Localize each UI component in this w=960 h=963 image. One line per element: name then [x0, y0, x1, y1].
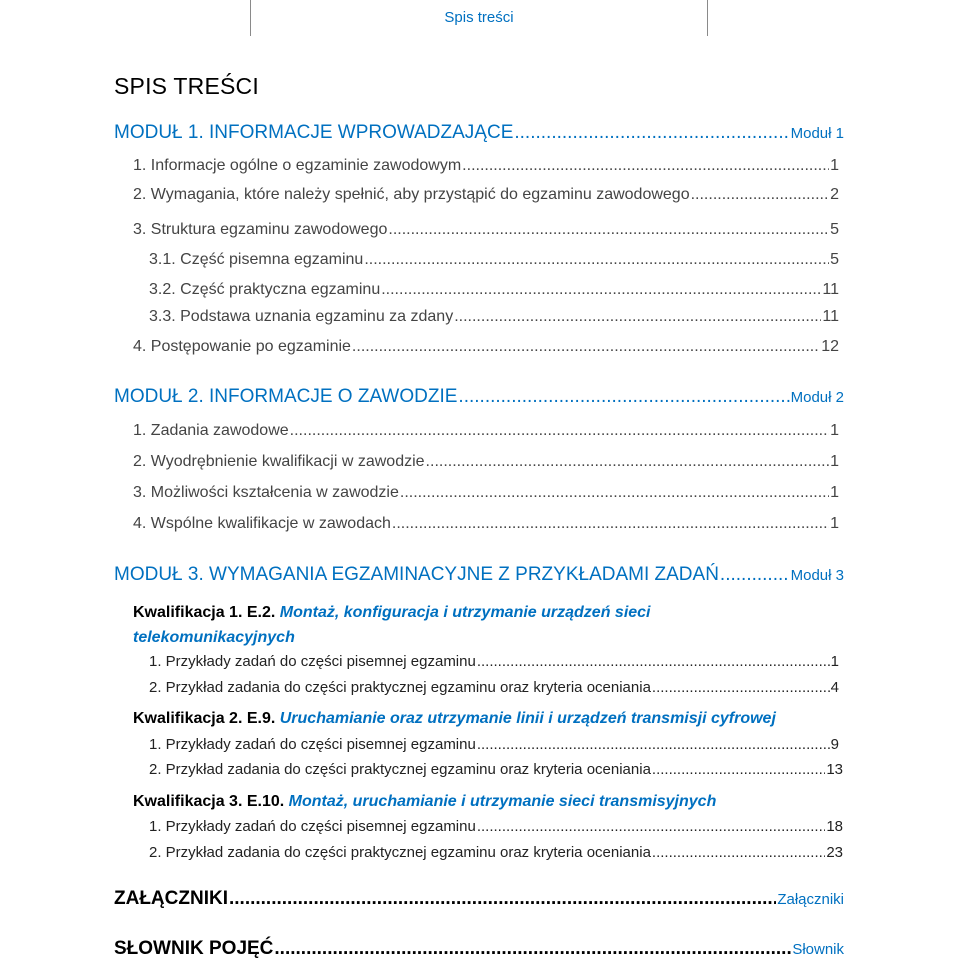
toc-entry-page: 5 — [830, 251, 839, 268]
toc-attachments[interactable] — [114, 888, 844, 910]
toc-page-ref: Moduł 1 — [790, 125, 844, 142]
toc-leader-dots — [458, 386, 789, 408]
qualification-3-heading — [133, 789, 853, 814]
toc-entry-page: 1 — [830, 515, 839, 532]
qualification-label: Kwalifikacja 2. E.9. — [133, 710, 276, 727]
qualification-label: Kwalifikacja 1. E.2. — [133, 604, 276, 621]
toc-page-ref: Słownik — [792, 941, 844, 958]
toc-entry[interactable] — [133, 221, 839, 239]
toc-entry-text: 2. Przykład zadania do części praktycznej egzaminu oraz kryteria oceniania — [149, 761, 651, 778]
qualification-title: Montaż, konfiguracja i utrzymanie urządzeń sieci — [279, 604, 651, 621]
qualification-label: Kwalifikacja 3. E.10. — [133, 793, 285, 810]
toc-leader-dots — [426, 453, 830, 471]
toc-entry-text: 1. Zadania zawodowe — [133, 422, 289, 439]
toc-entry-text: 1. Przykłady zadań do części pisemnej egzaminu — [149, 653, 476, 670]
toc-leader-dots — [462, 157, 829, 175]
toc-entry-page: 23 — [826, 844, 843, 861]
toc-entry[interactable] — [133, 484, 839, 502]
toc-leader-dots — [364, 251, 829, 269]
toc-entry-text: 3. Struktura egzaminu zawodowego — [133, 221, 388, 238]
toc-leader-dots — [652, 761, 825, 778]
toc-entry[interactable] — [133, 338, 839, 356]
toc-entry-text: 1. Przykłady zadań do części pisemnej egzaminu — [149, 736, 476, 753]
toc-leader-dots — [274, 938, 791, 960]
toc-module-title: MODUŁ 2. INFORMACJE O ZAWODZIE — [114, 386, 458, 407]
toc-entry-text: 1. Przykłady zadań do części pisemnej egzaminu — [149, 818, 476, 835]
toc-entry[interactable] — [149, 736, 839, 753]
toc-entry[interactable] — [149, 251, 839, 269]
toc-page-ref: Moduł 3 — [790, 567, 844, 584]
toc-entry-text: 3.1. Część pisemna egzaminu — [149, 251, 364, 268]
toc-entry[interactable] — [149, 281, 839, 299]
qualification-title-cont: telekomunikacyjnych — [133, 629, 295, 646]
toc-leader-dots — [477, 818, 825, 835]
toc-entry-page: 11 — [822, 308, 839, 325]
toc-entry-page: 1 — [830, 484, 839, 501]
toc-leader-dots — [388, 221, 829, 239]
toc-entry[interactable] — [149, 818, 843, 835]
toc-entry-page: 2 — [830, 186, 839, 203]
toc-entry[interactable] — [149, 761, 843, 778]
toc-entry-text: 2. Wyodrębnienie kwalifikacji w zawodzie — [133, 453, 425, 470]
toc-entry-text: 3.3. Podstawa uznania egzaminu za zdany — [149, 308, 454, 325]
toc-leader-dots — [229, 888, 776, 910]
toc-entry[interactable] — [149, 679, 839, 696]
toc-leader-dots — [381, 281, 821, 299]
toc-entry-page: 4 — [830, 679, 839, 696]
toc-leader-dots — [720, 564, 790, 586]
toc-entry-page: 9 — [830, 736, 839, 753]
running-header-title: Spis treści — [444, 9, 514, 26]
toc-entry-text: 2. Przykład zadania do części praktycznej egzaminu oraz kryteria oceniania — [149, 679, 651, 696]
toc-entry[interactable] — [149, 844, 843, 861]
toc-entry-text: 3.2. Część praktyczna egzaminu — [149, 281, 381, 298]
toc-module-title: MODUŁ 3. WYMAGANIA EGZAMINACYJNE Z PRZYKŁADAMI ZADAŃ — [114, 564, 719, 585]
toc-attachments-title: ZAŁĄCZNIKI — [114, 888, 228, 909]
toc-entry[interactable] — [133, 453, 839, 471]
toc-page-ref: Załączniki — [777, 891, 844, 908]
toc-module-1[interactable] — [114, 122, 844, 144]
toc-leader-dots — [652, 679, 830, 696]
toc-entry-page: 5 — [830, 221, 839, 238]
qualification-2-heading — [133, 706, 853, 731]
toc-entry-text: 2. Przykład zadania do części praktycznej egzaminu oraz kryteria oceniania — [149, 844, 651, 861]
qualification-title: Uruchamianie oraz utrzymanie linii i urządzeń transmisji cyfrowej — [279, 710, 776, 727]
toc-entry-text: 2. Wymagania, które należy spełnić, aby przystąpić do egzaminu zawodowego — [133, 186, 690, 203]
toc-entry[interactable] — [133, 186, 839, 204]
toc-entry[interactable] — [133, 422, 839, 440]
toc-leader-dots — [400, 484, 829, 502]
toc-entry-page: 12 — [821, 338, 839, 355]
toc-leader-dots — [477, 653, 830, 670]
toc-entry-text: 4. Wspólne kwalifikacje w zawodach — [133, 515, 391, 532]
toc-glossary-title: SŁOWNIK POJĘĆ — [114, 938, 274, 959]
toc-entry[interactable] — [133, 515, 839, 533]
toc-module-3[interactable] — [114, 564, 844, 586]
toc-leader-dots — [392, 515, 829, 533]
toc-leader-dots — [454, 308, 821, 326]
toc-leader-dots — [290, 422, 829, 440]
toc-leader-dots — [352, 338, 820, 356]
toc-entry-page: 11 — [822, 281, 839, 298]
qualification-title: Montaż, uruchamianie i utrzymanie sieci transmisyjnych — [288, 793, 717, 810]
toc-entry-page: 1 — [830, 157, 839, 174]
toc-entry-page: 1 — [830, 453, 839, 470]
toc-entry[interactable] — [133, 157, 839, 175]
qualification-1-heading — [133, 600, 853, 650]
toc-entry[interactable] — [149, 308, 839, 326]
toc-module-2[interactable] — [114, 386, 844, 408]
toc-entry-page: 1 — [830, 422, 839, 439]
toc-entry-page: 13 — [826, 761, 843, 778]
toc-leader-dots — [477, 736, 830, 753]
toc-page-ref: Moduł 2 — [790, 389, 844, 406]
toc-leader-dots — [691, 186, 830, 204]
toc-entry-text: 4. Postępowanie po egzaminie — [133, 338, 351, 355]
toc-entry-page: 18 — [826, 818, 843, 835]
toc-leader-dots — [652, 844, 825, 861]
toc-entry-page: 1 — [830, 653, 839, 670]
toc-leader-dots — [514, 122, 789, 144]
toc-entry[interactable] — [149, 653, 839, 670]
toc-entry-text: 1. Informacje ogólne o egzaminie zawodowym — [133, 157, 462, 174]
toc-module-title: MODUŁ 1. INFORMACJE WPROWADZAJĄCE — [114, 122, 514, 143]
toc-glossary[interactable] — [114, 938, 844, 960]
toc-title: SPIS TREŚCI — [114, 73, 259, 99]
toc-entry-text: 3. Możliwości kształcenia w zawodzie — [133, 484, 399, 501]
